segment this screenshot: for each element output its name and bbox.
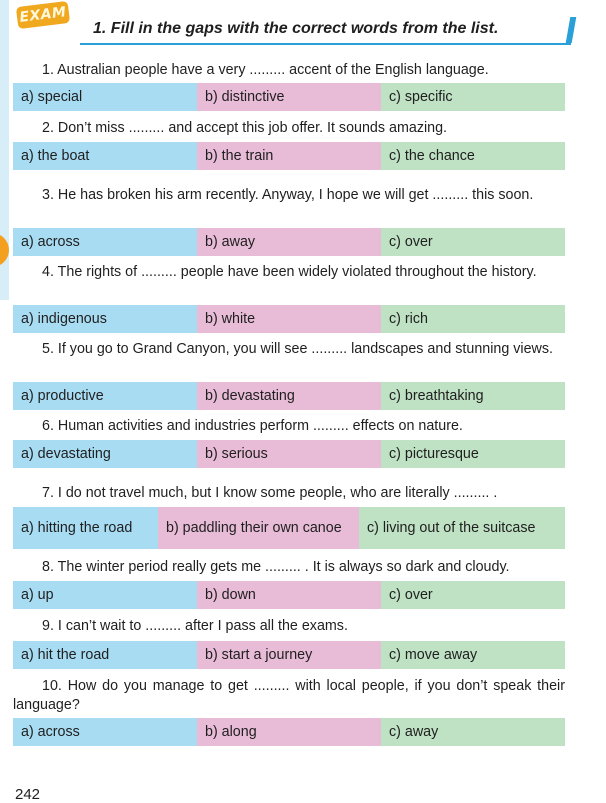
question-10: 10. How do you manage to get ......... with local people, if you don’t speak their language? (13, 678, 565, 713)
option-c[interactable]: c) away (381, 718, 565, 746)
option-b[interactable]: b) white (197, 305, 381, 333)
options-6 (13, 440, 565, 468)
option-b[interactable]: b) along (197, 718, 381, 746)
options-9 (13, 641, 565, 669)
option-a[interactable]: a) up (13, 581, 197, 609)
option-c[interactable]: c) the chance (381, 142, 565, 170)
question-8: 8. The winter period really gets me ......... . It is always so dark and cloudy. (42, 559, 510, 575)
option-b[interactable]: b) paddling their own canoe (158, 507, 359, 549)
exercise-title: 1. Fill in the gaps with the correct words from the list. (93, 20, 499, 37)
option-b[interactable]: b) start a journey (197, 641, 381, 669)
options-8 (13, 581, 565, 609)
option-b[interactable]: b) down (197, 581, 381, 609)
question-9: 9. I can’t wait to ......... after I pass all the exams. (42, 618, 348, 634)
option-b[interactable]: b) serious (197, 440, 381, 468)
options-5 (13, 382, 565, 410)
question-7: 7. I do not travel much, but I know some people, who are literally ......... . (42, 485, 498, 501)
option-b[interactable]: b) the train (197, 142, 381, 170)
option-c[interactable]: c) picturesque (381, 440, 565, 468)
option-a[interactable]: a) devastating (13, 440, 197, 468)
option-c[interactable]: c) breathtaking (381, 382, 565, 410)
option-c[interactable]: c) specific (381, 83, 565, 111)
question-2: 2. Don’t miss ......... and accept this job offer. It sounds amazing. (42, 120, 448, 136)
option-a[interactable]: a) hitting the road (13, 507, 158, 549)
option-c[interactable]: c) over (381, 581, 565, 609)
option-a[interactable]: a) productive (13, 382, 197, 410)
page-number: 242 (15, 786, 41, 803)
option-c[interactable]: c) rich (381, 305, 565, 333)
option-a[interactable]: a) across (13, 718, 197, 746)
option-a[interactable]: a) across (13, 228, 197, 256)
option-a[interactable]: a) the boat (13, 142, 197, 170)
question-5: 5. If you go to Grand Canyon, you will see ......... landscapes and stunning views. (42, 341, 554, 357)
options-10 (13, 718, 565, 746)
options-1 (13, 83, 565, 111)
options-7 (13, 507, 565, 549)
options-2 (13, 142, 565, 170)
question-4: 4. The rights of ......... people have been widely violated throughout the history. (42, 264, 537, 280)
options-4 (13, 305, 565, 333)
option-a[interactable]: a) hit the road (13, 641, 197, 669)
option-b[interactable]: b) devastating (197, 382, 381, 410)
option-c[interactable]: c) living out of the suitcase (359, 507, 565, 549)
option-c[interactable]: c) move away (381, 641, 565, 669)
question-6: 6. Human activities and industries perform ......... effects on nature. (42, 418, 463, 434)
option-a[interactable]: a) indigenous (13, 305, 197, 333)
option-a[interactable]: a) special (13, 83, 197, 111)
exercise-header (80, 15, 571, 45)
option-b[interactable]: b) away (197, 228, 381, 256)
option-b[interactable]: b) distinctive (197, 83, 381, 111)
exam-badge: EXAM (16, 1, 70, 29)
options-3 (13, 228, 565, 256)
option-c[interactable]: c) over (381, 228, 565, 256)
question-3: 3. He has broken his arm recently. Anyway, I hope we will get ......... this soon. (42, 187, 534, 203)
question-1: 1. Australian people have a very ......... accent of the English language. (42, 62, 489, 78)
